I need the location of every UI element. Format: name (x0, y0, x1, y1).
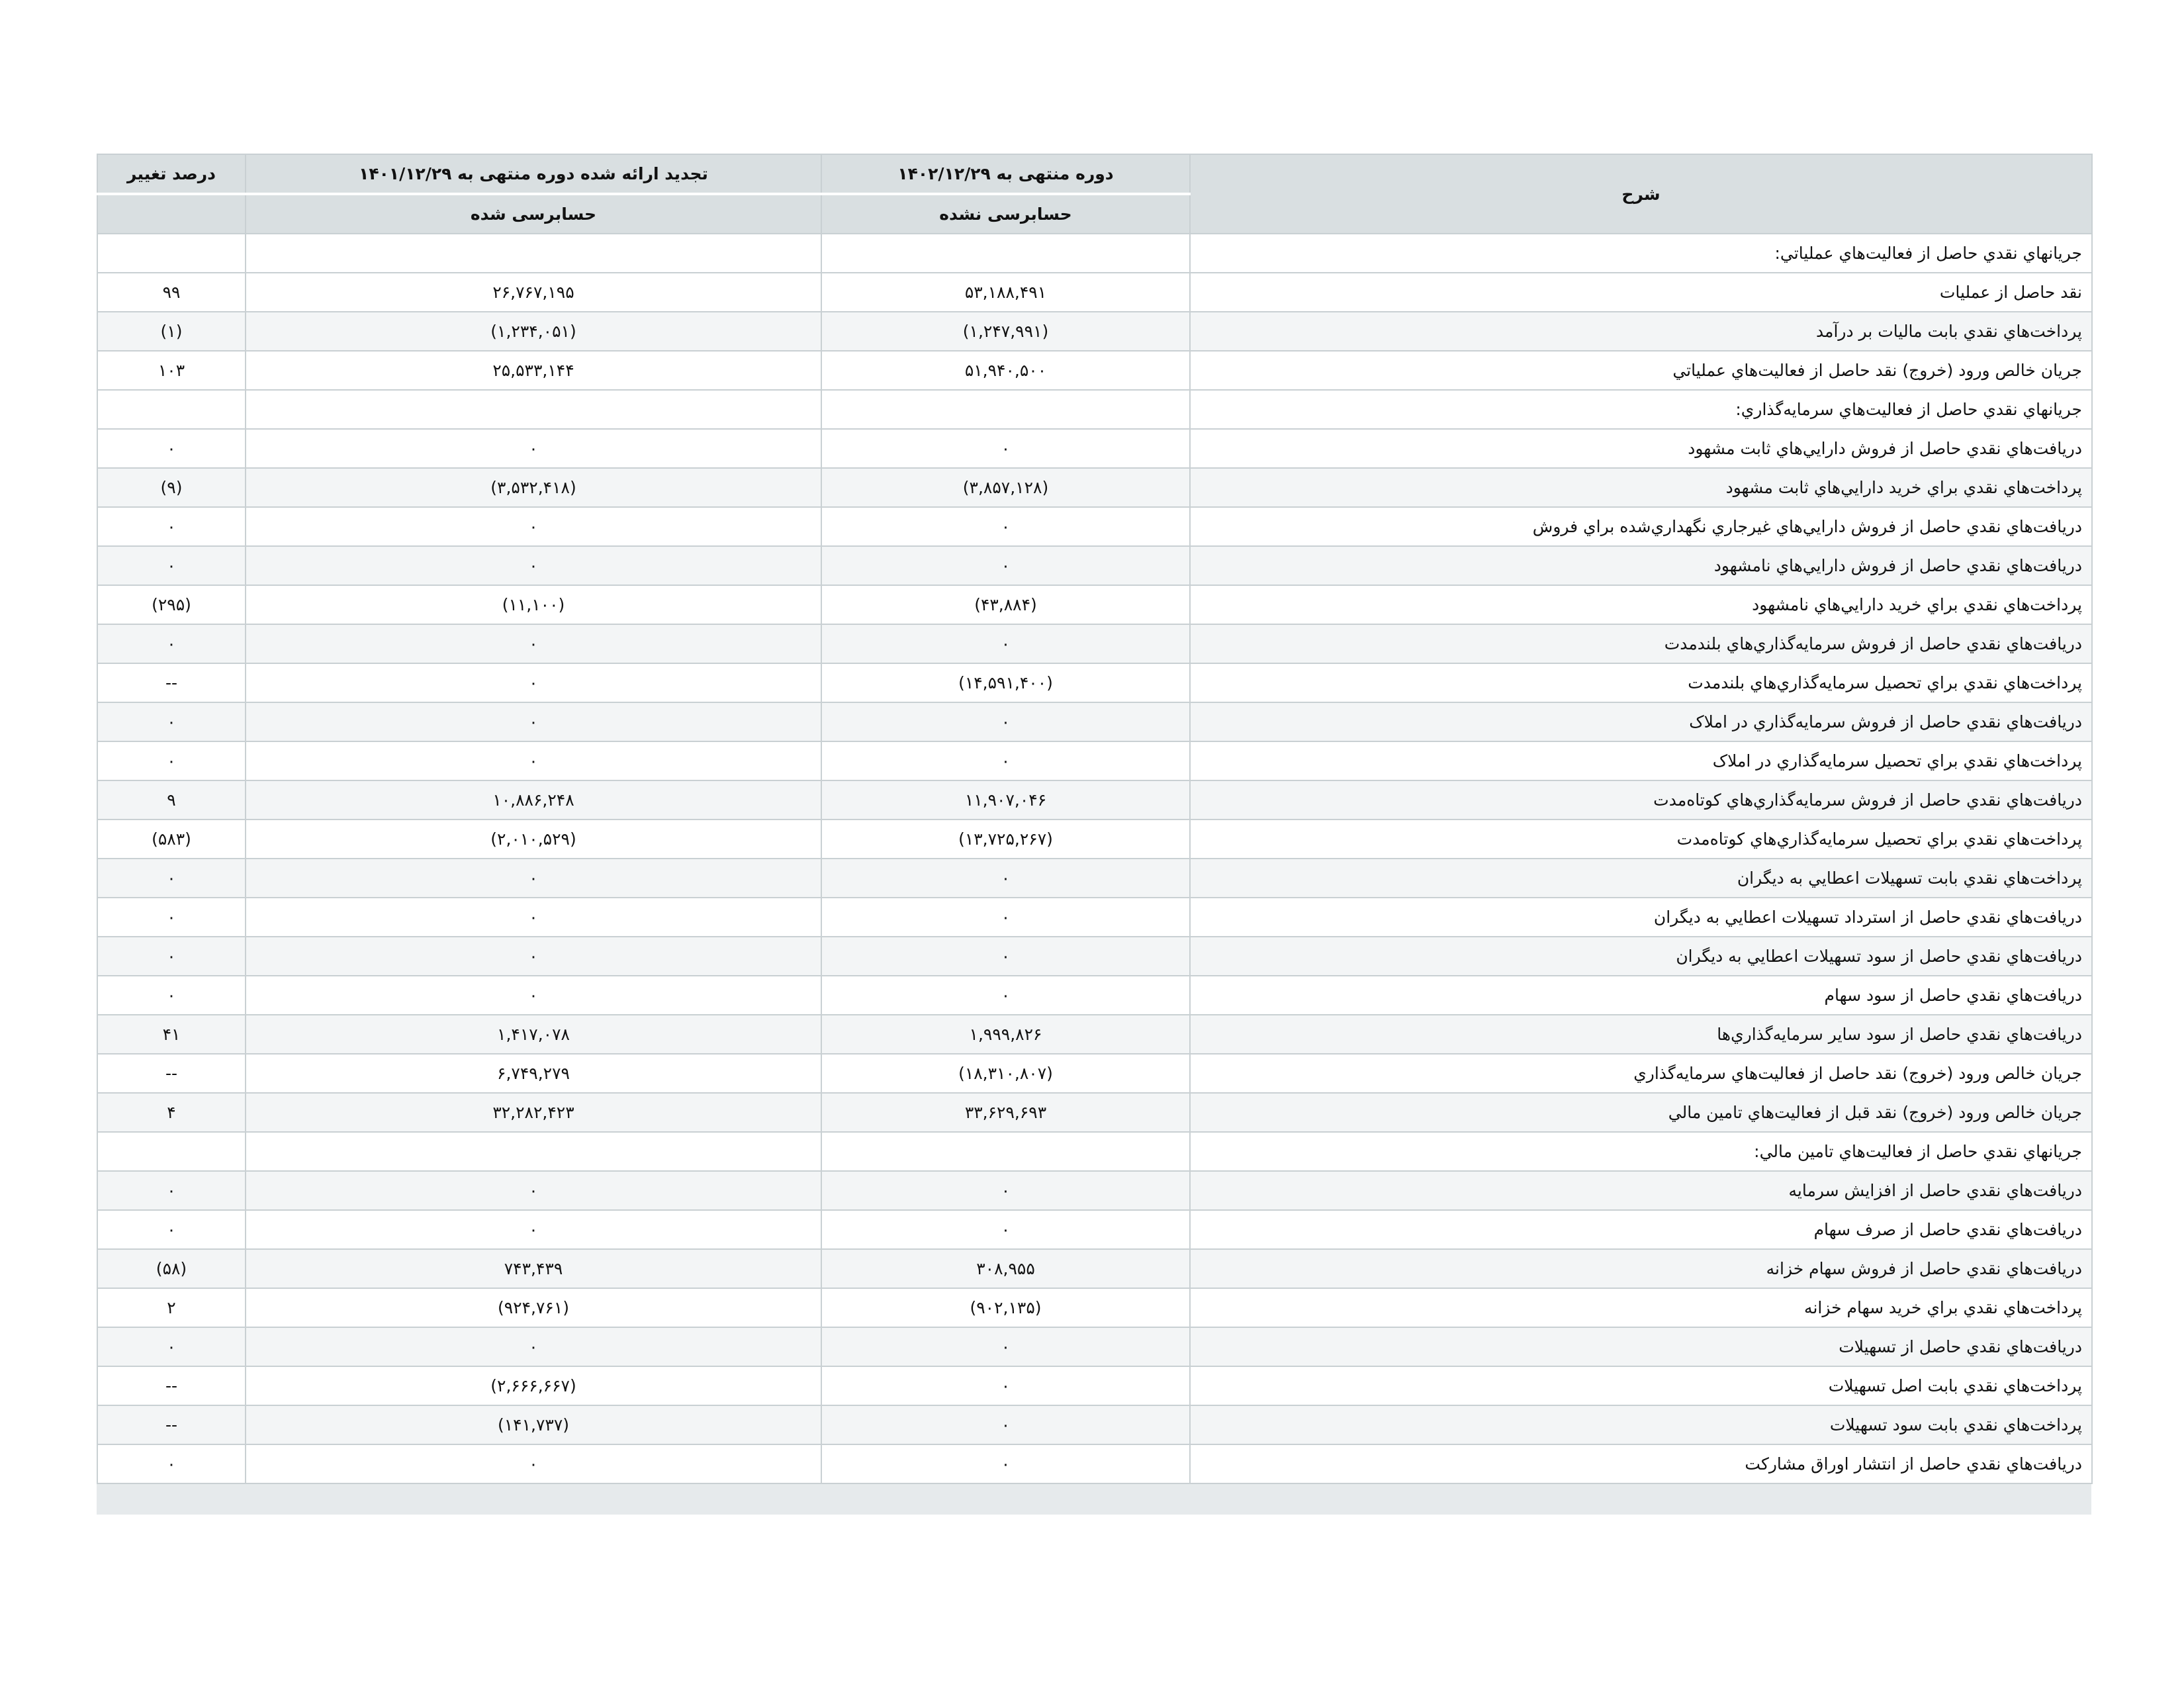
row-change-percent: (۹) (97, 468, 246, 507)
table-row (97, 1054, 2092, 1093)
row-previous-value: ۰ (246, 429, 821, 468)
row-description: پرداخت‌هاي نقدي بابت سود تسهيلات (1190, 1405, 2092, 1444)
row-current-value: (۳,۸۵۷,۱۲۸) (821, 468, 1190, 507)
cash-flow-table (97, 154, 2093, 1484)
row-change-percent: ۰ (97, 937, 246, 976)
header-restated-period: تجدید ارائه شده دوره منتهی به ۱۴۰۱/۱۲/۲۹ (246, 154, 821, 194)
row-current-value: (۱,۲۴۷,۹۹۱) (821, 312, 1190, 351)
row-previous-value: (۱۱,۱۰۰) (246, 585, 821, 624)
row-current-value: ۵۳,۱۸۸,۴۹۱ (821, 273, 1190, 312)
table-row (97, 468, 2092, 507)
row-description: دريافت‌هاي نقدي حاصل از استرداد تسهيلات اعطايي به ديگران (1190, 898, 2092, 937)
row-description: دريافت‌هاي نقدي حاصل از سود تسهيلات اعطايي به ديگران (1190, 937, 2092, 976)
row-current-value (821, 1132, 1190, 1171)
row-change-percent: ۰ (97, 429, 246, 468)
row-change-percent: ۰ (97, 507, 246, 546)
row-current-value: ۱,۹۹۹,۸۲۶ (821, 1015, 1190, 1054)
row-previous-value: ۰ (246, 624, 821, 663)
row-description: پرداخت‌هاي نقدي براي خريد دارايي‌هاي ثابت مشهود (1190, 468, 2092, 507)
row-change-percent: ۰ (97, 1210, 246, 1249)
row-description: دريافت‌هاي نقدي حاصل از تسهيلات (1190, 1327, 2092, 1366)
row-change-percent (97, 234, 246, 273)
row-current-value: ۰ (821, 546, 1190, 585)
table-row (97, 507, 2092, 546)
row-description: پرداخت‌هاي نقدي بابت ماليات بر درآمد (1190, 312, 2092, 351)
row-current-value: ۰ (821, 741, 1190, 780)
row-current-value: ۰ (821, 624, 1190, 663)
table-row (97, 546, 2092, 585)
row-description: جريان خالص ورود (خروج) نقد حاصل از فعاليت‌هاي سرمايه‌گذاري (1190, 1054, 2092, 1093)
row-description: جريان خالص ورود (خروج) نقد قبل از فعاليت‌هاي تامين مالي (1190, 1093, 2092, 1132)
row-change-percent: ۹ (97, 780, 246, 820)
row-current-value: ۰ (821, 976, 1190, 1015)
row-description: دريافت‌هاي نقدي حاصل از فروش سرمايه‌گذاري‌هاي کوتاه‌مدت (1190, 780, 2092, 820)
row-description: دريافت‌هاي نقدي حاصل از صرف سهام (1190, 1210, 2092, 1249)
row-change-percent: ۰ (97, 1171, 246, 1210)
row-change-percent: ۰ (97, 741, 246, 780)
row-previous-value: ۶,۷۴۹,۲۷۹ (246, 1054, 821, 1093)
row-description: جريان خالص ورود (خروج) نقد حاصل از فعاليت‌هاي عملياتي (1190, 351, 2092, 390)
row-current-value: (۴۳,۸۸۴) (821, 585, 1190, 624)
row-current-value: ۰ (821, 1327, 1190, 1366)
row-description: پرداخت‌هاي نقدي براي تحصيل سرمايه‌گذاري‌هاي بلندمدت (1190, 663, 2092, 702)
section-header-row (97, 234, 2092, 273)
table-row (97, 312, 2092, 351)
header-restated-status: حسابرسی شده (246, 194, 821, 234)
table-body (97, 234, 2092, 1483)
table-row (97, 585, 2092, 624)
row-description: دريافت‌هاي نقدي حاصل از انتشار اوراق مشارکت (1190, 1444, 2092, 1483)
table-footer-band (97, 1484, 2091, 1515)
row-change-percent: ۰ (97, 546, 246, 585)
row-previous-value: ۰ (246, 1444, 821, 1483)
row-change-percent: ۰ (97, 859, 246, 898)
table-row (97, 1249, 2092, 1288)
table-row (97, 976, 2092, 1015)
row-description: دريافت‌هاي نقدي حاصل از سود سهام (1190, 976, 2092, 1015)
table-row (97, 273, 2092, 312)
row-previous-value: ۰ (246, 507, 821, 546)
row-previous-value: ۰ (246, 1327, 821, 1366)
section-header-row (97, 390, 2092, 429)
table-row (97, 1366, 2092, 1405)
row-previous-value: ۰ (246, 898, 821, 937)
table-row (97, 351, 2092, 390)
table-row (97, 1210, 2092, 1249)
row-change-percent (97, 1132, 246, 1171)
table-row (97, 859, 2092, 898)
row-description: پرداخت‌هاي نقدي براي تحصيل سرمايه‌گذاري در املاک (1190, 741, 2092, 780)
row-change-percent: -- (97, 663, 246, 702)
row-description: دريافت‌هاي نقدي حاصل از فروش سهام خزانه (1190, 1249, 2092, 1288)
row-change-percent: (۵۸) (97, 1249, 246, 1288)
table-row (97, 1093, 2092, 1132)
row-previous-value: (۲,۶۶۶,۶۶۷) (246, 1366, 821, 1405)
row-description: پرداخت‌هاي نقدي براي خريد دارايي‌هاي نامشهود (1190, 585, 2092, 624)
header-current-period: دوره منتهی به ۱۴۰۲/۱۲/۲۹ (821, 154, 1190, 194)
row-current-value: ۳۳,۶۲۹,۶۹۳ (821, 1093, 1190, 1132)
row-change-percent: ۰ (97, 702, 246, 741)
row-change-percent: (۲۹۵) (97, 585, 246, 624)
row-description: پرداخت‌هاي نقدي براي تحصيل سرمايه‌گذاري‌هاي کوتاه‌مدت (1190, 820, 2092, 859)
row-current-value: ۰ (821, 1210, 1190, 1249)
table-row (97, 937, 2092, 976)
table-row (97, 1288, 2092, 1327)
row-current-value: ۰ (821, 1405, 1190, 1444)
row-previous-value: ۰ (246, 702, 821, 741)
section-header-row (97, 1132, 2092, 1171)
row-previous-value: ۳۲,۲۸۲,۴۲۳ (246, 1093, 821, 1132)
row-previous-value: ۷۴۳,۴۳۹ (246, 1249, 821, 1288)
row-current-value: ۰ (821, 702, 1190, 741)
row-previous-value: (۱۴۱,۷۳۷) (246, 1405, 821, 1444)
row-change-percent (97, 390, 246, 429)
row-previous-value: ۰ (246, 976, 821, 1015)
row-previous-value: ۰ (246, 663, 821, 702)
header-change-blank (97, 194, 246, 234)
row-previous-value: ۲۶,۷۶۷,۱۹۵ (246, 273, 821, 312)
table-row (97, 898, 2092, 937)
row-previous-value: ۱۰,۸۸۶,۲۴۸ (246, 780, 821, 820)
row-previous-value (246, 1132, 821, 1171)
table-row (97, 1015, 2092, 1054)
row-description: دريافت‌هاي نقدي حاصل از فروش سرمايه‌گذاري‌هاي بلندمدت (1190, 624, 2092, 663)
row-current-value: ۰ (821, 1171, 1190, 1210)
row-previous-value: ۰ (246, 859, 821, 898)
row-previous-value: (۱,۲۳۴,۰۵۱) (246, 312, 821, 351)
header-current-status: حسابرسی نشده (821, 194, 1190, 234)
row-description: دريافت‌هاي نقدي حاصل از فروش دارايي‌هاي غيرجاري نگهداري‌شده براي فروش (1190, 507, 2092, 546)
table-row (97, 820, 2092, 859)
row-description: جريانهاي نقدي حاصل از فعاليت‌هاي تامين مالي: (1190, 1132, 2092, 1171)
row-current-value: ۰ (821, 429, 1190, 468)
row-current-value: ۱۱,۹۰۷,۰۴۶ (821, 780, 1190, 820)
table-row (97, 780, 2092, 820)
row-current-value: ۰ (821, 1366, 1190, 1405)
row-change-percent: ۲ (97, 1288, 246, 1327)
row-previous-value: ۲۵,۵۳۳,۱۴۴ (246, 351, 821, 390)
table-row (97, 741, 2092, 780)
row-change-percent: ۹۹ (97, 273, 246, 312)
row-description: دريافت‌هاي نقدي حاصل از فروش دارايي‌هاي ثابت مشهود (1190, 429, 2092, 468)
row-change-percent: -- (97, 1054, 246, 1093)
row-current-value: (۱۴,۵۹۱,۴۰۰) (821, 663, 1190, 702)
row-description: پرداخت‌هاي نقدي بابت تسهيلات اعطايي به ديگران (1190, 859, 2092, 898)
table-row (97, 702, 2092, 741)
row-previous-value: ۰ (246, 741, 821, 780)
row-current-value (821, 390, 1190, 429)
row-description: دريافت‌هاي نقدي حاصل از افزايش سرمايه (1190, 1171, 2092, 1210)
row-current-value: ۰ (821, 937, 1190, 976)
row-current-value (821, 234, 1190, 273)
row-current-value: ۰ (821, 859, 1190, 898)
row-previous-value: ۰ (246, 546, 821, 585)
header-description: شرح (1190, 154, 2092, 234)
row-change-percent: ۴۱ (97, 1015, 246, 1054)
row-current-value: (۹۰۲,۱۳۵) (821, 1288, 1190, 1327)
row-previous-value: ۰ (246, 1171, 821, 1210)
row-change-percent: -- (97, 1405, 246, 1444)
table-row (97, 1405, 2092, 1444)
row-change-percent: ۰ (97, 898, 246, 937)
row-change-percent: ۰ (97, 624, 246, 663)
row-description: پرداخت‌هاي نقدي براي خريد سهام خزانه (1190, 1288, 2092, 1327)
cash-flow-statement (97, 154, 2091, 1515)
row-change-percent: ۰ (97, 1444, 246, 1483)
row-current-value: ۳۰۸,۹۵۵ (821, 1249, 1190, 1288)
row-current-value: (۱۸,۳۱۰,۸۰۷) (821, 1054, 1190, 1093)
row-previous-value: (۳,۵۳۲,۴۱۸) (246, 468, 821, 507)
table-row (97, 1327, 2092, 1366)
table-row (97, 624, 2092, 663)
row-description: دريافت‌هاي نقدي حاصل از فروش سرمايه‌گذاري در املاک (1190, 702, 2092, 741)
row-description: جريانهاي نقدي حاصل از فعاليت‌هاي عملياتي: (1190, 234, 2092, 273)
row-change-percent: ۰ (97, 976, 246, 1015)
row-change-percent: (۵۸۳) (97, 820, 246, 859)
row-previous-value (246, 390, 821, 429)
row-previous-value: ۰ (246, 1210, 821, 1249)
row-change-percent: ۴ (97, 1093, 246, 1132)
row-description: نقد حاصل از عمليات (1190, 273, 2092, 312)
table-row (97, 1171, 2092, 1210)
row-description: دريافت‌هاي نقدي حاصل از سود ساير سرمايه‌گذاري‌ها (1190, 1015, 2092, 1054)
row-previous-value: (۹۲۴,۷۶۱) (246, 1288, 821, 1327)
table-row (97, 663, 2092, 702)
header-change-percent: درصد تغییر (97, 154, 246, 194)
row-change-percent: ۰ (97, 1327, 246, 1366)
row-description: پرداخت‌هاي نقدي بابت اصل تسهيلات (1190, 1366, 2092, 1405)
row-current-value: ۰ (821, 1444, 1190, 1483)
row-current-value: ۰ (821, 507, 1190, 546)
row-previous-value: ۰ (246, 937, 821, 976)
row-previous-value (246, 234, 821, 273)
table-row (97, 429, 2092, 468)
table-row (97, 1444, 2092, 1483)
row-previous-value: ۱,۴۱۷,۰۷۸ (246, 1015, 821, 1054)
row-previous-value: (۲,۰۱۰,۵۲۹) (246, 820, 821, 859)
row-current-value: ۰ (821, 898, 1190, 937)
row-change-percent: -- (97, 1366, 246, 1405)
row-current-value: (۱۳,۷۲۵,۲۶۷) (821, 820, 1190, 859)
row-change-percent: (۱) (97, 312, 246, 351)
row-change-percent: ۱۰۳ (97, 351, 246, 390)
row-description: جريانهاي نقدي حاصل از فعاليت‌هاي سرمايه‌گذاري: (1190, 390, 2092, 429)
row-current-value: ۵۱,۹۴۰,۵۰۰ (821, 351, 1190, 390)
row-description: دريافت‌هاي نقدي حاصل از فروش دارايي‌هاي نامشهود (1190, 546, 2092, 585)
